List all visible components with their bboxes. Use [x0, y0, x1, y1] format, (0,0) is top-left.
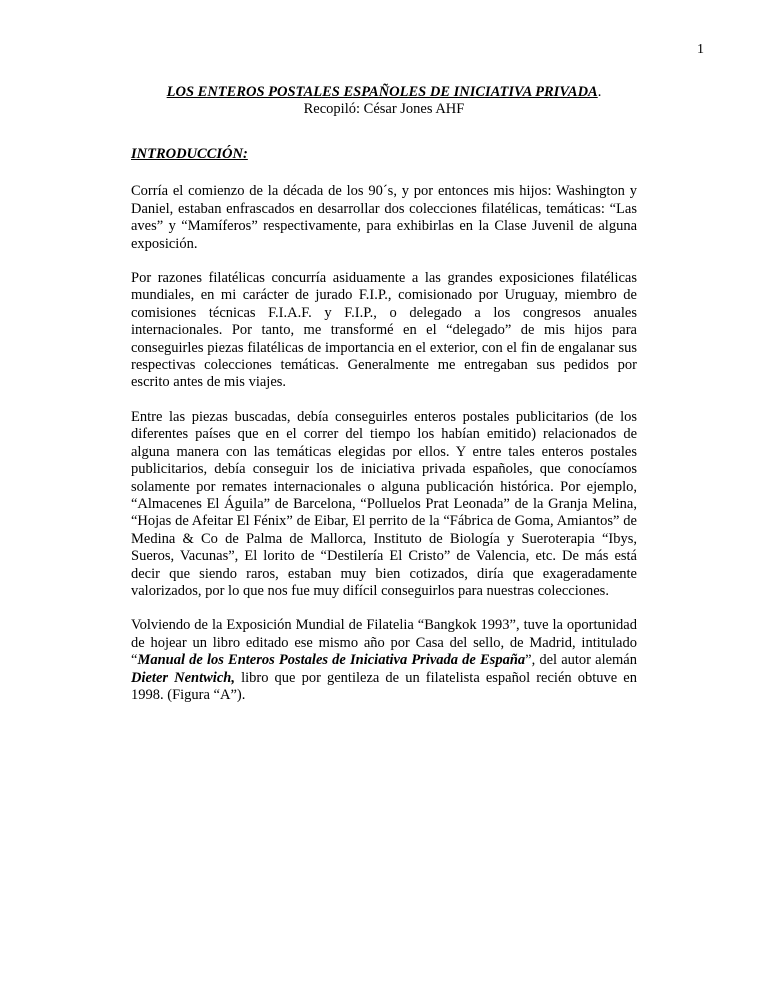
document-body	[131, 146, 637, 721]
document-title-text: LOS ENTEROS POSTALES ESPAÑOLES DE INICIATIVA PRIVADA	[166, 84, 598, 100]
book-title: Manual de los Enteros Postales de Iniciativa Privada de España	[137, 652, 526, 669]
section-heading: INTRODUCCIÓN:	[131, 146, 248, 162]
paragraph-2: Por razones filatélicas concurría asiduamente a las grandes exposiciones filatélicas mundiales, en mi carácter de jurado F.I.P., comisionado por Uruguay, miembro de comisiones técnicas F.I.A.F. y F.I.P., o delegado a los congresos anuales internacionales. Por tanto, me transformé en el “delegado” de mis hijos para conseguirles piezas filatélicas de importancia en el exterior, con el fin de engalanar sus respectivas colecciones temáticas. Generalmente me entregaban sus pedidos por escrito antes de mis viajes.	[131, 270, 637, 391]
document-title	[0, 84, 768, 101]
paragraph-1: Corría el comienzo de la década de los 90´s, y por entonces mis hijos: Washington y Daniel, estaban enfrascados en desarrollar dos colecciones filatélicas, temáticas: “Las aves” y “Mamíferos” respectivamente, para exhibirlas en la Clase Juvenil de alguna exposición.	[131, 183, 637, 252]
compiler-credit: Recopiló: César Jones AHF	[303, 101, 465, 117]
document-title-suffix: .	[597, 84, 602, 100]
paragraph-3: Entre las piezas buscadas, debía conseguirles enteros postales publicitarios (de los diferentes países que en el correr del tiempo los habían emitido) relacionados de alguna manera con las temáticas elegidas por ellos. Y entre tales enteros postales publicitarios, debía conseguir los de iniciativa privada españoles, que conocíamos solamente por remates internacionales o alguna publicación histórica. Por ejemplo, “Almacenes El Águila” de Barcelona, “Polluelos Prat Leonada” de la Granja Melina, “Hojas de Afeitar El Fénix” de Eibar, El perrito de la “Fábrica de Goma, Amiantos” de Medina & Co de Palma de Mallorca, Instituto de Biología y Sueroterapia “Ibys, Sueros, Vacunas”, El lorito de “Destilería El Cristo” de Valencia, etc. De más está decir que siendo raros, estaban muy bien cotizados, diría que exageradamente valorizados, por lo que nos fue muy difícil conseguirlos para nuestras colecciones.	[131, 408, 637, 599]
page-number: 1	[697, 42, 704, 57]
title-block	[0, 84, 768, 118]
paragraph-4-text-a: Volviendo de la Exposición Mundial de Filatelia “Bangkok 1993”, tuve la oportunidad de hojear un libro editado ese mismo año por Casa del sello, de Madrid, intitulado “	[131, 617, 637, 669]
paragraph-4-text-b: ”, del autor alemán	[525, 652, 637, 669]
paragraph-4	[131, 617, 637, 704]
paragraph-4-text-c: libro que por gentileza de un filatelista español recién obtuve en 1998. (Figura “A”).	[131, 669, 637, 703]
author-name: Dieter Nentwich,	[131, 669, 235, 686]
